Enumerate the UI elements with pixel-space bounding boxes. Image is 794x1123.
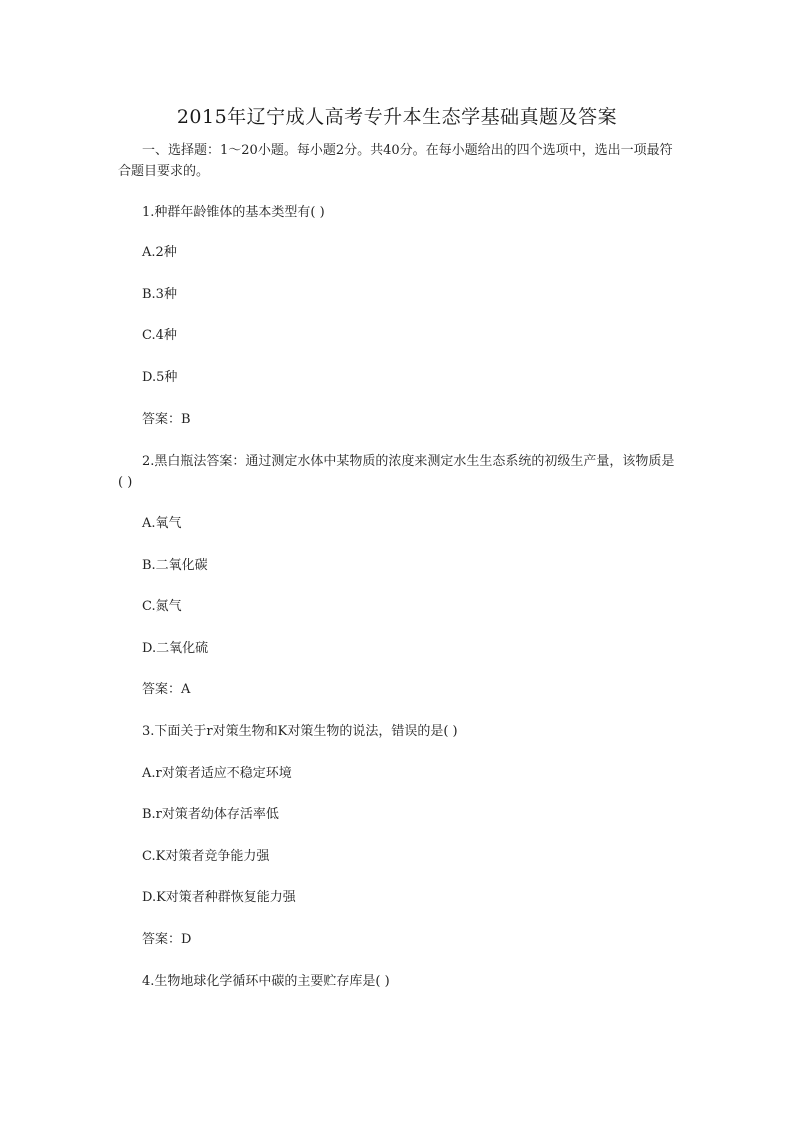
question-2-answer: 答案：A — [142, 682, 191, 697]
question-2-option-c: C.氮气 — [142, 599, 182, 614]
section-intro: 一、选择题：1～20小题。每小题2分。共40分。在每小题给出的四个选项中，选出一项最符合题目要求的。 — [118, 143, 673, 179]
document-title: 2015年辽宁成人高考专升本生态学基础真题及答案 — [176, 106, 618, 128]
question-2-option-a: A.氧气 — [142, 516, 182, 531]
question-1-answer: 答案：B — [142, 412, 191, 427]
question-1-option-d: D.5种 — [142, 370, 178, 385]
question-3-option-a: A.r对策者适应不稳定环境 — [142, 766, 292, 781]
question-1-option-a: A.2种 — [142, 245, 177, 260]
question-3-option-c: C.K对策者竞争能力强 — [142, 849, 270, 864]
question-2-text: 2.黑白瓶法答案：通过测定水体中某物质的浓度来测定水生生态系统的初级生产量，该物质是( ) — [118, 454, 675, 490]
question-3-text: 3.下面关于r对策生物和K对策生物的说法，错误的是( ) — [142, 724, 458, 739]
question-1-text: 1.种群年龄锥体的基本类型有( ) — [142, 205, 325, 220]
question-3-answer: 答案：D — [142, 932, 192, 947]
question-2-option-d: D.二氧化硫 — [142, 641, 209, 656]
question-3-option-b: B.r对策者幼体存活率低 — [142, 807, 279, 822]
question-2-option-b: B.二氧化碳 — [142, 558, 208, 573]
question-1-option-c: C.4种 — [142, 328, 177, 343]
question-1-option-b: B.3种 — [142, 287, 177, 302]
question-4-text: 4.生物地球化学循环中碳的主要贮存库是( ) — [142, 974, 390, 989]
question-3-option-d: D.K对策者种群恢复能力强 — [142, 890, 296, 905]
